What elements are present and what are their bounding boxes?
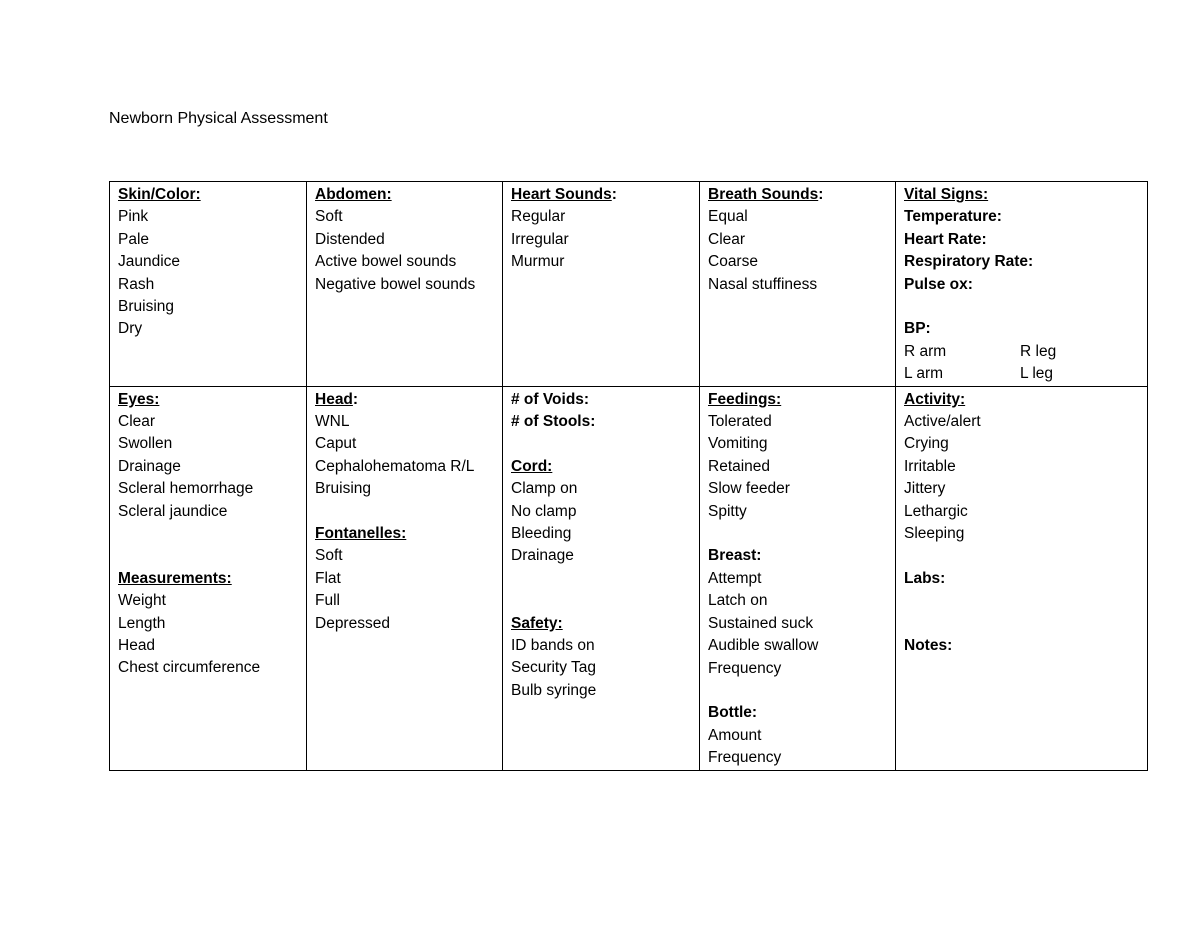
list-item: Security Tag xyxy=(511,659,597,677)
field-label: Respiratory Rate: xyxy=(904,253,1034,271)
list-item: Flat xyxy=(315,569,341,587)
r-leg-label: R leg xyxy=(1020,342,1057,360)
l-arm-label: L arm xyxy=(904,365,944,383)
spacer xyxy=(708,680,887,702)
list-item: ID bands on xyxy=(511,637,595,655)
section-heading: Vital Signs: xyxy=(904,186,989,203)
list-item: Active bowel sounds xyxy=(315,253,457,271)
list-item: Weight xyxy=(118,592,166,610)
list-item: Soft xyxy=(315,208,343,226)
list-item: Bruising xyxy=(315,480,371,498)
eyes-cell xyxy=(110,386,307,770)
list-item: Equal xyxy=(708,208,748,226)
breath-sounds-cell xyxy=(700,182,896,387)
list-item: Active/alert xyxy=(904,413,981,431)
heading-text: Head xyxy=(315,390,353,408)
table-row xyxy=(110,386,1148,770)
list-item: Clear xyxy=(708,230,746,248)
list-item: Length xyxy=(118,614,166,632)
heading-text: Breath Sounds xyxy=(708,186,819,203)
list-item: Clear xyxy=(118,413,156,431)
list-item: Murmur xyxy=(511,253,565,271)
list-item: Scleral hemorrhage xyxy=(118,480,254,498)
spacer xyxy=(511,433,691,455)
head-cell xyxy=(307,386,503,770)
r-arm-label: R arm xyxy=(904,342,947,360)
list-item: Swollen xyxy=(118,435,173,453)
list-item: Scleral jaundice xyxy=(118,502,228,520)
field-label: BP: xyxy=(904,320,931,338)
list-item: Crying xyxy=(904,435,949,453)
list-item: Full xyxy=(315,592,340,610)
page-title: Newborn Physical Assessment xyxy=(109,110,328,127)
section-heading: Skin/Color: xyxy=(118,186,201,203)
bp-row xyxy=(904,363,1139,385)
section-heading xyxy=(315,389,494,411)
activity-cell xyxy=(896,386,1148,770)
feedings-cell xyxy=(700,386,896,770)
l-leg-label: L leg xyxy=(1020,365,1054,383)
field-label: Heart Rate: xyxy=(904,230,987,248)
heart-sounds-cell xyxy=(503,182,700,387)
list-item: No clamp xyxy=(511,502,577,520)
spacer xyxy=(904,590,1139,612)
table-row xyxy=(110,182,1148,387)
list-item: Nasal stuffiness xyxy=(708,275,818,293)
bp-row xyxy=(904,341,1139,363)
list-item: Sustained suck xyxy=(708,614,814,632)
spacer xyxy=(904,296,1139,318)
list-item: Caput xyxy=(315,435,357,453)
spacer xyxy=(904,545,1139,567)
voids-stools-cell xyxy=(503,386,700,770)
field-label: Temperature: xyxy=(904,208,1002,226)
field-label: # of Stools: xyxy=(511,413,596,431)
list-item: WNL xyxy=(315,413,350,431)
assessment-table xyxy=(109,181,1148,771)
field-label: Notes: xyxy=(904,637,953,655)
list-item: Dry xyxy=(118,320,143,338)
list-item: Lethargic xyxy=(904,502,968,520)
section-heading: Feedings: xyxy=(708,390,782,408)
list-item: Slow feeder xyxy=(708,480,790,498)
list-item: Frequency xyxy=(708,749,782,767)
list-item: Attempt xyxy=(708,569,762,587)
list-item: Chest circumference xyxy=(118,659,261,677)
heading-colon: : xyxy=(352,390,359,408)
list-item: Irregular xyxy=(511,230,569,248)
field-label: Pulse ox: xyxy=(904,275,973,293)
list-item: Bleeding xyxy=(511,525,572,543)
list-item: Depressed xyxy=(315,614,390,632)
list-item: Soft xyxy=(315,547,343,565)
section-heading xyxy=(511,184,691,206)
list-item: Frequency xyxy=(708,659,782,677)
skin-color-cell xyxy=(110,182,307,387)
section-heading: Safety: xyxy=(511,614,563,632)
list-item: Bulb syringe xyxy=(511,681,597,699)
list-item: Bruising xyxy=(118,298,174,316)
abdomen-cell xyxy=(307,182,503,387)
list-item: Cephalohematoma R/L xyxy=(315,457,475,475)
spacer xyxy=(315,501,494,523)
list-item: Pale xyxy=(118,230,150,248)
heading-colon: : xyxy=(611,186,617,203)
spacer xyxy=(708,523,887,545)
list-item: Sleeping xyxy=(904,525,965,543)
vital-signs-cell xyxy=(896,182,1148,387)
field-label: Labs: xyxy=(904,569,946,587)
list-item: Tolerated xyxy=(708,413,772,431)
section-heading: Cord: xyxy=(511,457,553,475)
section-heading: Eyes: xyxy=(118,390,160,408)
list-item: Pink xyxy=(118,208,149,226)
spacer xyxy=(118,545,298,567)
section-heading xyxy=(708,184,887,206)
list-item: Latch on xyxy=(708,592,768,610)
section-heading: Breast: xyxy=(708,547,762,565)
field-label: # of Voids: xyxy=(511,390,590,408)
spacer xyxy=(118,523,298,545)
list-item: Negative bowel sounds xyxy=(315,275,476,293)
list-item: Audible swallow xyxy=(708,637,819,655)
heading-text: Heart Sounds xyxy=(511,186,612,203)
list-item: Distended xyxy=(315,230,385,248)
heading-colon: : xyxy=(818,186,824,203)
list-item: Regular xyxy=(511,208,566,226)
list-item: Spitty xyxy=(708,502,747,520)
spacer xyxy=(904,613,1139,635)
list-item: Rash xyxy=(118,275,155,293)
list-item: Vomiting xyxy=(708,435,768,453)
list-item: Drainage xyxy=(118,457,181,475)
section-heading: Fontanelles: xyxy=(315,525,407,543)
list-item: Jaundice xyxy=(118,253,181,271)
list-item: Retained xyxy=(708,457,771,475)
section-heading: Abdomen: xyxy=(315,186,392,203)
section-heading: Activity: xyxy=(904,390,966,408)
section-heading: Bottle: xyxy=(708,704,758,722)
list-item: Drainage xyxy=(511,547,574,565)
spacer xyxy=(511,590,691,612)
list-item: Clamp on xyxy=(511,480,578,498)
list-item: Coarse xyxy=(708,253,758,271)
section-heading: Measurements: xyxy=(118,569,232,587)
list-item: Amount xyxy=(708,726,762,744)
list-item: Head xyxy=(118,637,156,655)
spacer xyxy=(511,568,691,590)
list-item: Irritable xyxy=(904,457,956,475)
list-item: Jittery xyxy=(904,480,946,498)
